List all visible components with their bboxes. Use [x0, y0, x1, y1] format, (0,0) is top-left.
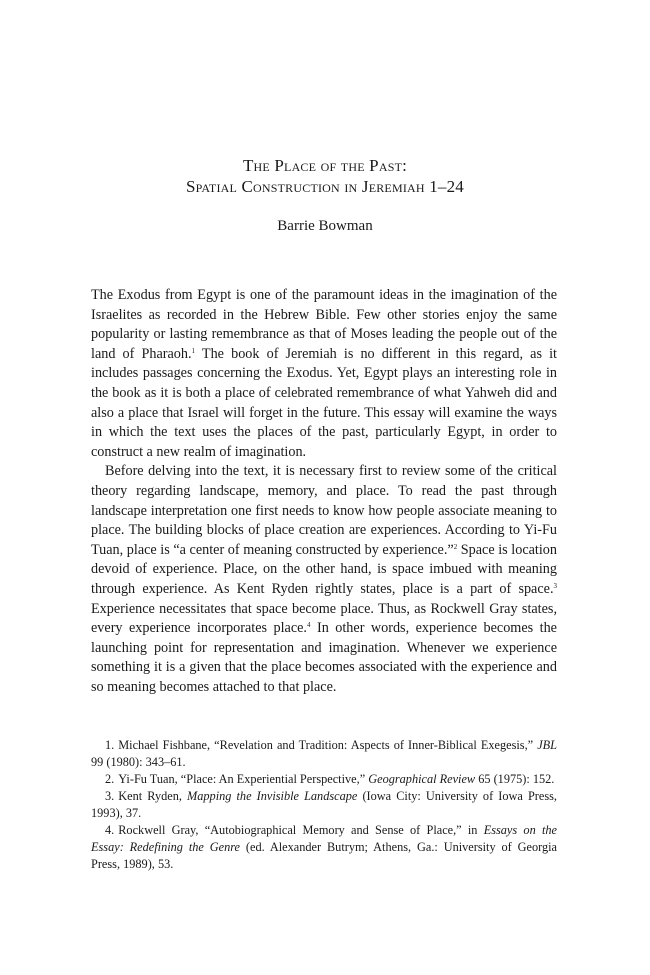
footnote-text: 65 (1975): 152.	[475, 772, 555, 786]
footnote-number: 3.	[105, 789, 115, 803]
footnote-text: 99 (1980): 343–61.	[91, 755, 186, 769]
footnote-text: Kent Ryden,	[118, 789, 188, 803]
footnote-number: 4.	[105, 823, 115, 837]
footnote-ref-2: 2	[453, 542, 458, 551]
footnote-ref-3: 3	[553, 581, 557, 590]
footnote-1	[91, 737, 557, 771]
paragraph-2-text-b: Space is location devoid of experience. Place, on the other hand, is space imbued with meaning through experience. As Kent Ryden rightly states, place is a part of space.	[91, 541, 557, 597]
paragraph-2-text-d: In other words, experience becomes the launching point for representation and imagination. Whenever we experience something it is a given that the place becomes associated with the experience and so meaning becomes attached to that place.	[91, 620, 557, 695]
title-block	[0, 155, 650, 236]
footnote-text: Michael Fishbane, “Revelation and Tradition: Aspects of Inner-Biblical Exegesis,”	[118, 738, 538, 752]
chapter-title-line-2: Spatial Construction in Jeremiah 1–24	[185, 177, 465, 196]
chapter-title-line-1: The Place of the Past:	[242, 156, 408, 175]
footnote-text: Rockwell Gray, “Autobiographical Memory and Sense of Place,” in	[118, 823, 484, 837]
footnote-italic-title: JBL	[537, 738, 557, 752]
footnote-2	[91, 771, 557, 788]
footnote-italic-title: Essays on the Essay: Redefining the Genre	[91, 823, 557, 854]
paragraph-1	[91, 286, 557, 462]
paragraph-2	[91, 462, 557, 697]
paragraph-1-text-a: The Exodus from Egypt is one of the paramount ideas in the imagination of the Israelites as recorded in the Hebrew Bible. Few other stories enjoy the same popularity or lasting remembrance as that of Moses leading the people out of the land of Pharaoh.	[91, 287, 557, 362]
footnote-3	[91, 788, 557, 822]
paragraph-2-text-a: Before delving into the text, it is necessary first to review some of the critical theory regarding landscape, memory, and place. To read the past through landscape interpretation one first needs to know how people associate meaning to place. The building blocks of place creation are experiences. According to Yi-Fu Tuan, place is “a center of meaning constructed by experience.”	[91, 463, 557, 558]
footnotes	[91, 737, 557, 873]
paragraph-1-text-b: The book of Jeremiah is no different in this regard, as it includes passages concerning the Exodus. Yet, Egypt plays an interesting role in the book as it is both a place of celebrated remembrance of what Yahweh did and also a place that Israel will forget in the future. This essay will examine the ways in which the text uses the places of the past, particularly Egypt, in order to construct a new realm of imagination.	[91, 345, 557, 460]
author-name: Barrie Bowman	[277, 218, 373, 234]
paragraph-2-text-c: Experience necessitates that space become place. Thus, as Rockwell Gray states, every experience incorporates place.	[91, 600, 557, 637]
body-text	[91, 286, 557, 697]
footnote-4	[91, 822, 557, 873]
footnote-italic-title: Mapping the Invisible Landscape	[187, 789, 358, 803]
footnote-text: (Iowa City: University of Iowa Press, 1993), 37.	[91, 789, 557, 820]
footnote-ref-4: 4	[306, 621, 311, 630]
footnote-ref-1: 1	[191, 346, 196, 355]
footnote-number: 1.	[105, 738, 115, 752]
footnote-text: (ed. Alexander Butrym; Athens, Ga.: University of Georgia Press, 1989), 53.	[91, 840, 557, 871]
footnote-number: 2.	[105, 772, 115, 786]
footnote-italic-title: Geographical Review	[368, 772, 476, 786]
footnote-text: Yi-Fu Tuan, “Place: An Experiential Perspective,”	[118, 772, 369, 786]
